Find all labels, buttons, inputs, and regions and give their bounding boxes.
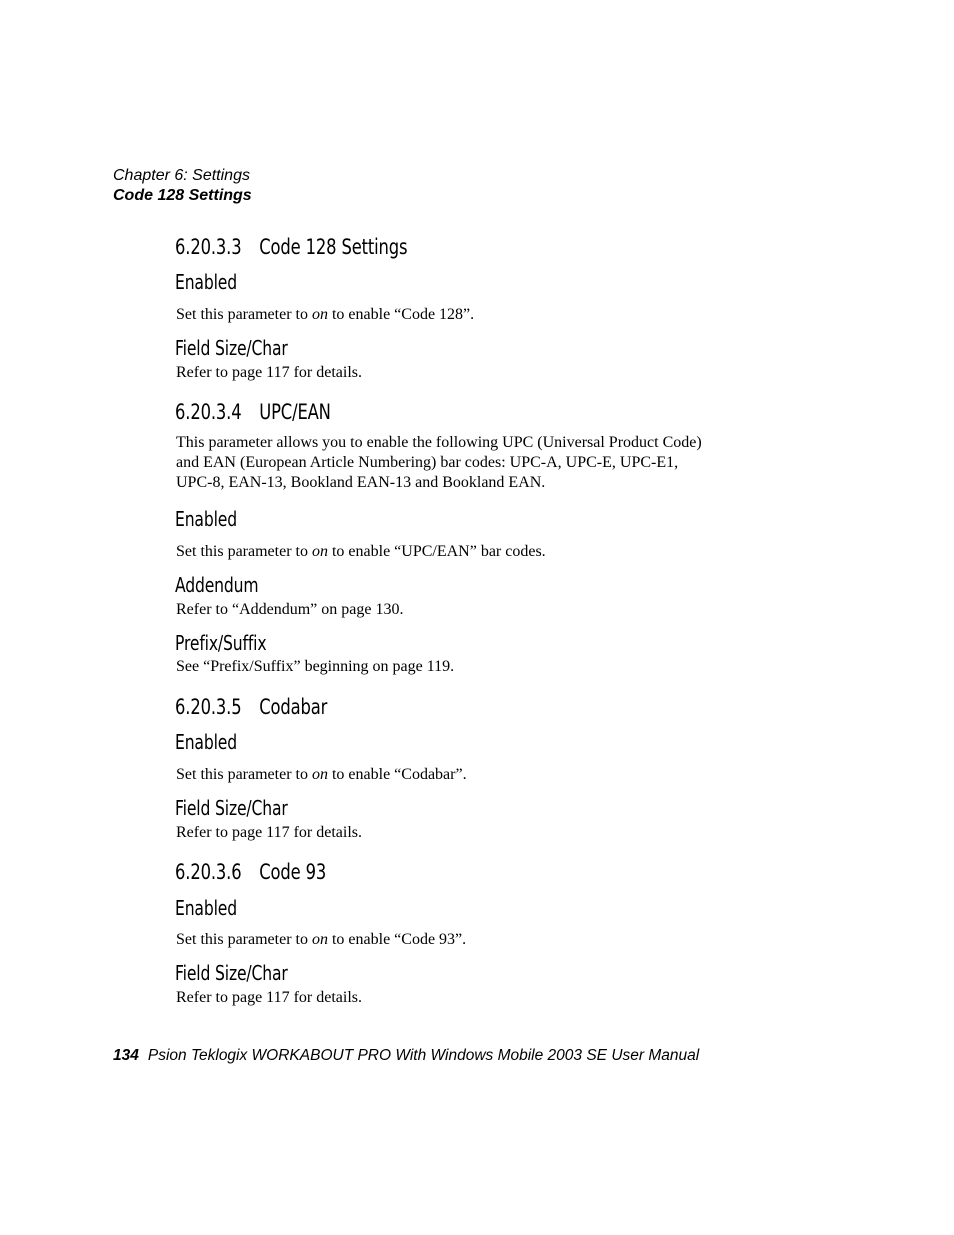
paragraph-line: This parameter allows you to enable the following UPC (Universal Product Code) <box>176 434 702 451</box>
chapter-label: Chapter 6: Settings <box>113 167 250 184</box>
section-heading-codabar <box>175 694 327 720</box>
page-number: 134 <box>113 1047 139 1064</box>
paragraph: Set this parameter to on to enable “UPC/EAN” bar codes. <box>176 543 546 560</box>
subheading-enabled: Enabled <box>175 270 237 294</box>
section-title: UPC/EAN <box>259 400 331 424</box>
section-number: 6.20.3.3 <box>175 235 242 259</box>
section-title: Code 128 Settings <box>259 235 408 259</box>
section-heading-code93 <box>175 859 326 885</box>
section-heading-upc-ean <box>175 399 331 425</box>
subheading-enabled: Enabled <box>175 730 237 754</box>
subheading-enabled: Enabled <box>175 896 237 920</box>
subheading-field-size-char: Field Size/Char <box>175 336 288 360</box>
subheading-field-size-char: Field Size/Char <box>175 796 288 820</box>
paragraph: Set this parameter to on to enable “Code 128”. <box>176 306 475 323</box>
paragraph: Refer to page 117 for details. <box>176 824 363 841</box>
section-title: Code 93 <box>259 860 327 884</box>
section-title: Codabar <box>259 695 328 719</box>
paragraph: Set this parameter to on to enable “Code 93”. <box>176 931 467 948</box>
section-number: 6.20.3.5 <box>175 695 242 719</box>
paragraph: See “Prefix/Suffix” beginning on page 119. <box>176 658 455 675</box>
section-heading-code128 <box>175 234 407 260</box>
paragraph-line: and EAN (European Article Numbering) bar codes: UPC-A, UPC-E, UPC-E1, <box>176 454 679 471</box>
subheading-addendum: Addendum <box>175 573 259 597</box>
section-number: 6.20.3.6 <box>175 860 242 884</box>
paragraph: Refer to page 117 for details. <box>176 989 363 1006</box>
paragraph: Refer to page 117 for details. <box>176 364 363 381</box>
paragraph: Set this parameter to on to enable “Codabar”. <box>176 766 467 783</box>
subheading-field-size-char: Field Size/Char <box>175 961 288 985</box>
page-footer <box>113 1046 699 1066</box>
subheading-prefix-suffix: Prefix/Suffix <box>175 631 267 655</box>
manual-title: Psion Teklogix WORKABOUT PRO With Windows Mobile 2003 SE User Manual <box>147 1047 700 1064</box>
subheading-enabled: Enabled <box>175 507 237 531</box>
section-label: Code 128 Settings <box>113 187 252 204</box>
paragraph: Refer to “Addendum” on page 130. <box>176 601 404 618</box>
section-number: 6.20.3.4 <box>175 400 242 424</box>
paragraph-line: UPC-8, EAN-13, Bookland EAN-13 and Bookland EAN. <box>176 474 546 491</box>
running-header <box>113 166 252 206</box>
